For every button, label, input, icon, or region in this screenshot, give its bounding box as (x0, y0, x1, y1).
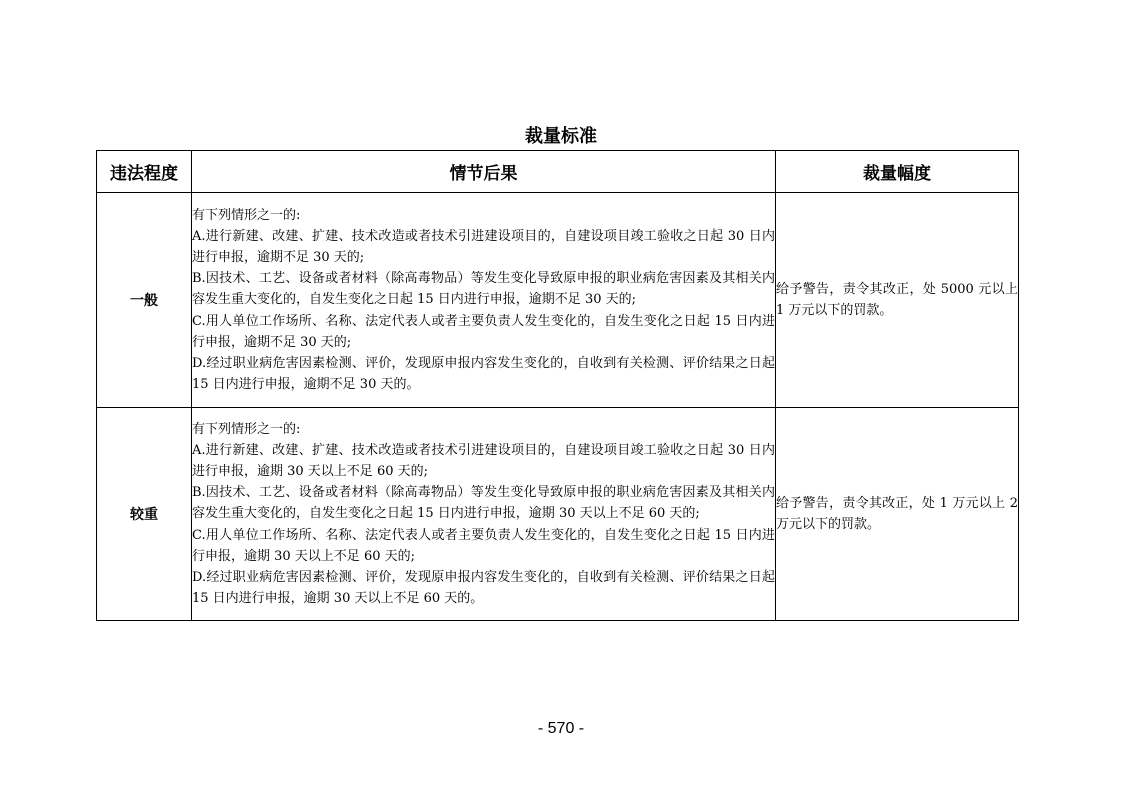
circumstance-item-c: C.用人单位工作场所、名称、法定代表人或者主要负责人发生变化的，自发生变化之日起 15 日内进行申报，逾期 30 天以上不足 60 天的; (192, 527, 775, 564)
circumstances-intro: 有下列情形之一的: (192, 421, 301, 437)
violation-level-cell: 较重 (97, 408, 192, 621)
circumstances-cell (192, 193, 776, 408)
header-penalty-range: 裁量幅度 (776, 151, 1019, 193)
circumstances-cell (192, 408, 776, 621)
page-number: - 570 - (537, 720, 585, 737)
header-circumstances: 情节后果 (192, 151, 776, 193)
discretion-standard-table (96, 150, 1019, 621)
penalty-range-cell: 给予警告，责令其改正，处 5000 元以上 1 万元以下的罚款。 (776, 193, 1019, 408)
circumstance-item-b: B.因技术、工艺、设备或者材料（除高毒物品）等发生变化导致原申报的职业病危害因素及其相关内容发生重大变化的，自发生变化之日起 15 日内进行申报，逾期 30 天以上不足 60 天的; (192, 485, 775, 522)
document-title: 裁量标准 (525, 126, 597, 147)
circumstance-item-d: D.经过职业病危害因素检测、评价，发现原申报内容发生变化的，自收到有关检测、评价结果之日起 15 日内进行申报，逾期不足 30 天的。 (192, 356, 775, 393)
violation-level-cell: 一般 (97, 193, 192, 408)
table-row (97, 193, 1019, 408)
header-violation-level: 违法程度 (97, 151, 192, 193)
table-row (97, 408, 1019, 621)
table-header-row (97, 151, 1019, 193)
circumstance-item-a: A.进行新建、改建、扩建、技术改造或者技术引进建设项目的，自建设项目竣工验收之日起 30 日内进行申报，逾期不足 30 天的; (192, 228, 775, 265)
circumstance-item-a: A.进行新建、改建、扩建、技术改造或者技术引进建设项目的，自建设项目竣工验收之日起 30 日内进行申报，逾期 30 天以上不足 60 天的; (192, 442, 775, 479)
penalty-range-cell: 给予警告，责令其改正，处 1 万元以上 2 万元以下的罚款。 (776, 408, 1019, 621)
circumstance-item-b: B.因技术、工艺、设备或者材料（除高毒物品）等发生变化导致原申报的职业病危害因素及其相关内容发生重大变化的，自发生变化之日起 15 日内进行申报，逾期不足 30 天的; (192, 271, 775, 308)
circumstance-item-d: D.经过职业病危害因素检测、评价，发现原申报内容发生变化的，自收到有关检测、评价结果之日起 15 日内进行申报，逾期 30 天以上不足 60 天的。 (192, 570, 775, 607)
circumstances-intro: 有下列情形之一的: (192, 207, 301, 223)
circumstance-item-c: C.用人单位工作场所、名称、法定代表人或者主要负责人发生变化的，自发生变化之日起 15 日内进行申报，逾期不足 30 天的; (192, 313, 775, 350)
